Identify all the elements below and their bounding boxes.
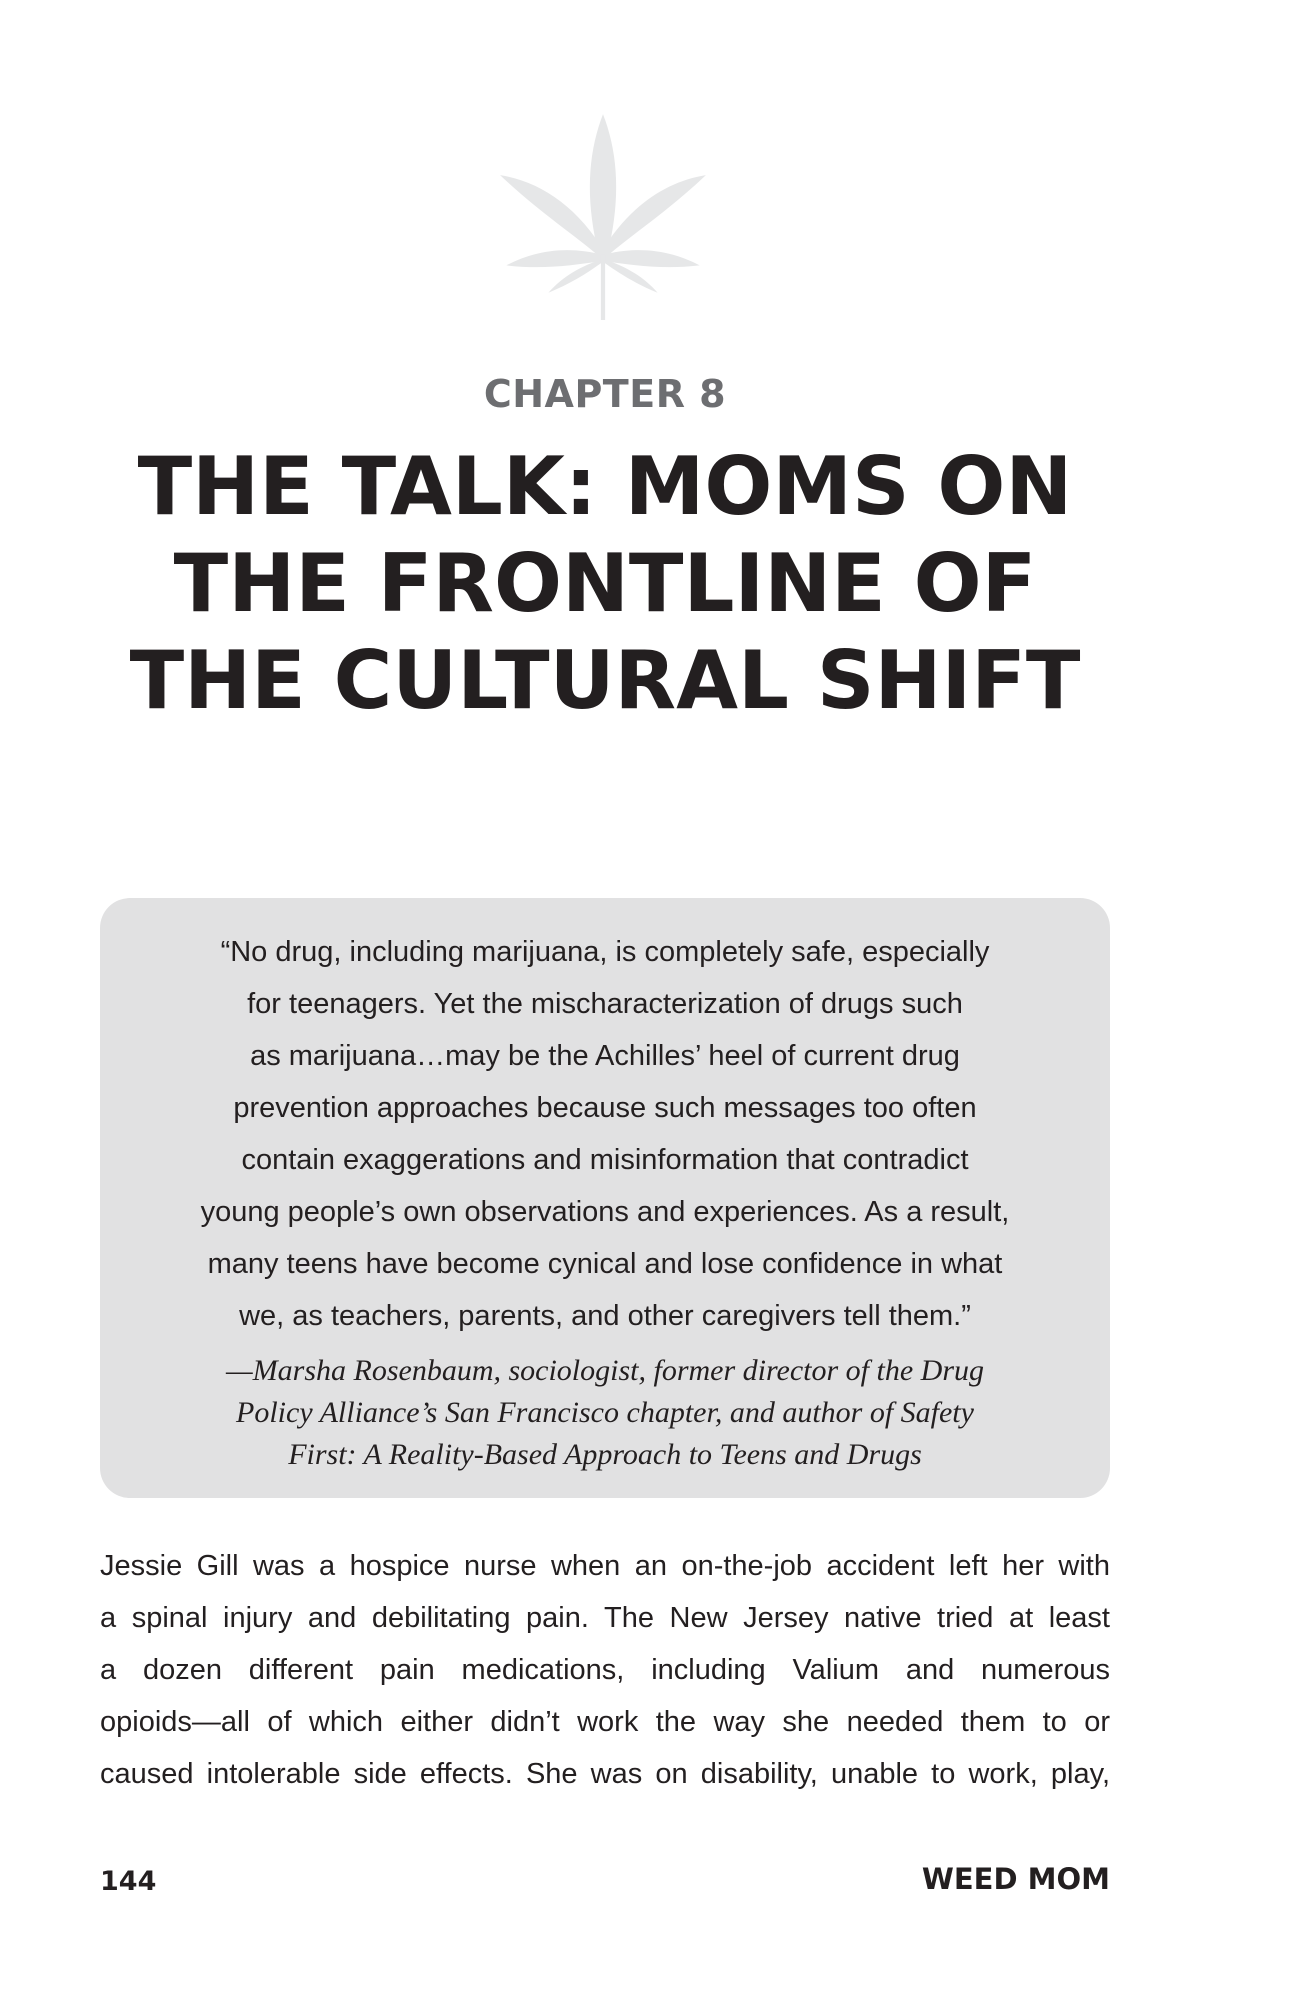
attribution-line: First: A Reality-Based Approach to Teens and Drugs: [288, 1438, 922, 1471]
body-line: opioids—all of which either didn’t work the way she needed them to or: [100, 1706, 1110, 1738]
chapter-number: CHAPTER 8: [483, 372, 727, 416]
body-line: Jessie Gill was a hospice nurse when an on-the-job accident left her with: [100, 1550, 1110, 1582]
chapter-title-line: THE FRONTLINE OF: [173, 537, 1037, 630]
page-number: 144: [100, 1866, 157, 1897]
attribution-line: Policy Alliance’s San Francisco chapter, and author of Safety: [236, 1396, 974, 1429]
epigraph-line: many teens have become cynical and lose confidence in what: [207, 1248, 1003, 1280]
epigraph-attribution: [100, 1350, 1110, 1476]
body-line: a dozen different pain medications, including Valium and numerous: [100, 1654, 1110, 1686]
epigraph-quote: [100, 926, 1110, 1342]
body-line: a spinal injury and debilitating pain. The New Jersey native tried at least: [100, 1602, 1110, 1634]
chapter-title: [60, 438, 1150, 729]
attribution-line: —Marsha Rosenbaum, sociologist, former director of the Drug: [225, 1354, 985, 1387]
chapter-title-line: THE CULTURAL SHIFT: [129, 634, 1081, 727]
epigraph-line: prevention approaches because such messages too often: [233, 1092, 977, 1124]
epigraph-box: [100, 898, 1110, 1498]
epigraph-line: young people’s own observations and experiences. As a result,: [200, 1196, 1010, 1228]
body-line: caused intolerable side effects. She was on disability, unable to work, play,: [100, 1758, 1110, 1790]
epigraph-line: “No drug, including marijuana, is completely safe, especially: [220, 936, 990, 968]
epigraph-line: as marijuana…may be the Achilles’ heel of current drug: [250, 1040, 960, 1072]
epigraph-line: we, as teachers, parents, and other caregivers tell them.”: [239, 1300, 971, 1332]
epigraph-line: for teenagers. Yet the mischaracterization of drugs such: [247, 988, 963, 1020]
epigraph-line: contain exaggerations and misinformation that contradict: [241, 1144, 969, 1176]
body-paragraph: [100, 1540, 1110, 1800]
cannabis-leaf-icon: [498, 110, 708, 320]
running-head: WEED MOM: [921, 1862, 1110, 1896]
chapter-title-line: THE TALK: MOMS ON: [137, 440, 1073, 533]
